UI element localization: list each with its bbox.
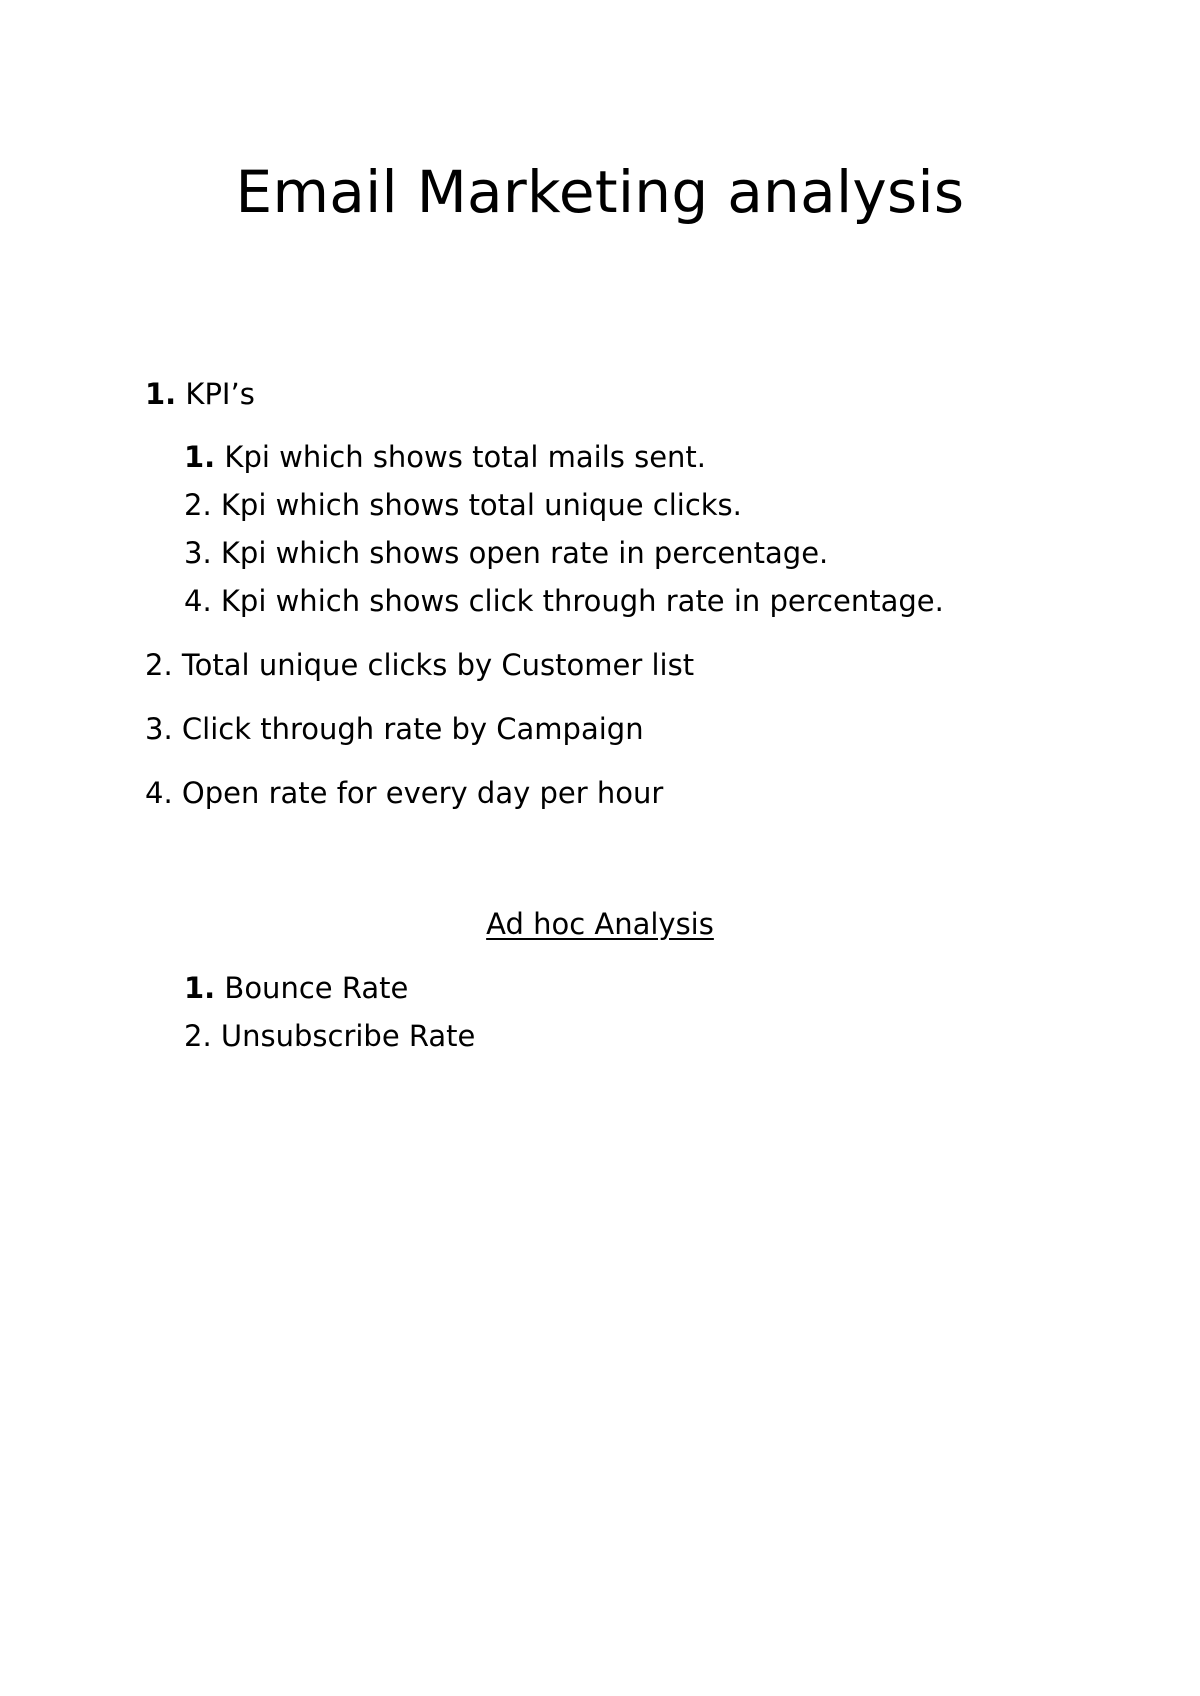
sub-list-item [184, 533, 828, 573]
list-text: Kpi which shows total unique clicks. [220, 488, 742, 522]
list-text: Total unique clicks by Customer list [181, 648, 695, 682]
list-text: KPI’s [185, 377, 255, 411]
list-item [145, 645, 694, 685]
list-number: 2. [145, 648, 173, 682]
section-heading [0, 904, 1200, 944]
list-number: 4. [145, 776, 173, 810]
list-number: 3. [145, 712, 173, 746]
list-number: 1. [145, 377, 177, 411]
list-number: 3. [184, 536, 212, 570]
list-text: Bounce Rate [224, 971, 409, 1005]
list-number: 1. [184, 971, 216, 1005]
list-text: Open rate for every day per hour [181, 776, 664, 810]
sub-list-item [184, 581, 944, 621]
list-number: 4. [184, 584, 212, 618]
list-number: 1. [184, 440, 216, 474]
list-number: 2. [184, 1019, 212, 1053]
list-item [145, 773, 663, 813]
list-item [145, 709, 644, 749]
list-number: 2. [184, 488, 212, 522]
sub-list-item [184, 485, 742, 525]
adhoc-list-item [184, 1016, 475, 1056]
adhoc-heading: Ad hoc Analysis [486, 907, 714, 941]
page-title: Email Marketing analysis [235, 158, 965, 226]
list-text: Click through rate by Campaign [181, 712, 644, 746]
list-item-kpis [145, 374, 255, 414]
list-text: Kpi which shows total mails sent. [224, 440, 707, 474]
list-text: Kpi which shows click through rate in percentage. [220, 584, 944, 618]
list-text: Unsubscribe Rate [220, 1019, 476, 1053]
adhoc-list-item [184, 968, 408, 1008]
sub-list-item [184, 437, 706, 477]
list-text: Kpi which shows open rate in percentage. [220, 536, 829, 570]
